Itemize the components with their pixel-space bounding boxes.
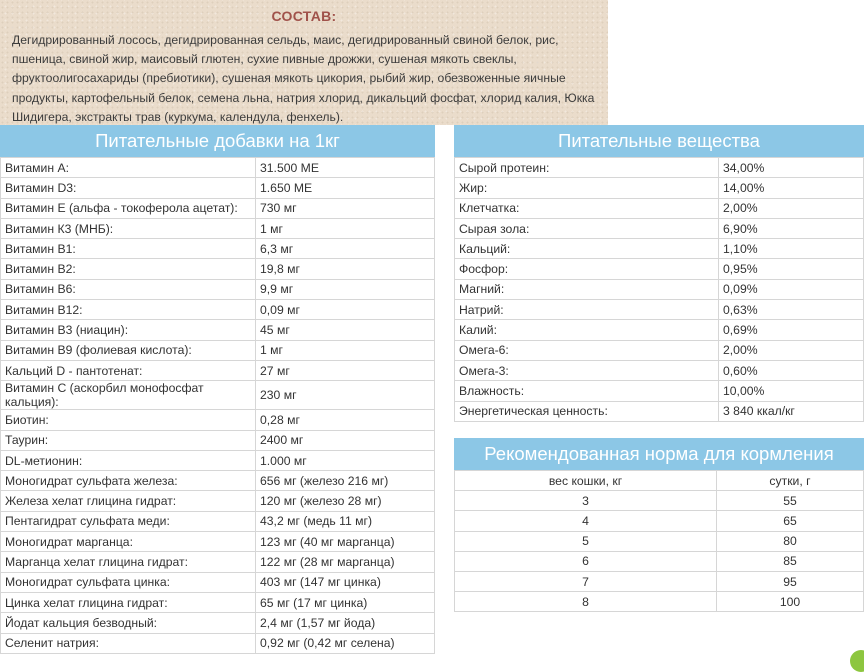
feeding-row (455, 592, 864, 612)
supplement-row-value: 123 мг (40 мг марганца) (256, 532, 435, 552)
nutrient-row (455, 300, 864, 320)
supplement-row-value: 2,4 мг (1,57 мг йода) (256, 613, 435, 633)
nutrient-row-value: 6,90% (719, 218, 864, 238)
nutrient-row-value: 0,60% (719, 360, 864, 380)
nutrient-row (455, 218, 864, 238)
supplement-row-label: Кальций D - пантотенат: (1, 360, 256, 380)
supplement-row-value: 1 мг (256, 218, 435, 238)
nutrient-row (455, 320, 864, 340)
nutrient-row-value: 10,00% (719, 381, 864, 401)
nutrient-row-label: Омега-3: (455, 360, 719, 380)
supplement-row-value: 6,3 мг (256, 239, 435, 259)
supplement-row-value: 1.650 МЕ (256, 178, 435, 198)
supplement-row-value: 0,28 мг (256, 410, 435, 430)
nutrient-row-label: Калий: (455, 320, 719, 340)
feeding-row-value: 55 (717, 491, 864, 511)
supplement-row-value: 19,8 мг (256, 259, 435, 279)
nutrient-row (455, 340, 864, 360)
supplement-row (1, 572, 435, 592)
supplement-row-value: 656 мг (железо 216 мг) (256, 471, 435, 491)
supplement-row-label: Моногидрат сульфата цинка: (1, 572, 256, 592)
supplement-row (1, 198, 435, 218)
supplement-row-value: 9,9 мг (256, 279, 435, 299)
supplement-row (1, 511, 435, 531)
supplement-row (1, 340, 435, 360)
supplement-row (1, 450, 435, 470)
decorative-leaf-icon (850, 650, 864, 672)
supplement-row-label: Марганца хелат глицина гидрат: (1, 552, 256, 572)
feeding-row-label: 3 (455, 491, 717, 511)
supplement-row-value: 730 мг (256, 198, 435, 218)
feeding-row-label: 4 (455, 511, 717, 531)
supplement-row-value: 0,09 мг (256, 300, 435, 320)
supplement-row-label: Биотин: (1, 410, 256, 430)
nutrient-row (455, 178, 864, 198)
supplement-row (1, 259, 435, 279)
supplement-row-label: Селенит натрия: (1, 633, 256, 653)
nutrient-row-value: 34,00% (719, 158, 864, 178)
feeding-row-value: 100 (717, 592, 864, 612)
feeding-row-label: 5 (455, 531, 717, 551)
supplement-row-label: Йодат кальция безводный: (1, 613, 256, 633)
nutrient-row-value: 3 840 ккал/кг (719, 401, 864, 421)
nutrient-row-value: 0,09% (719, 279, 864, 299)
nutrient-row-value: 0,69% (719, 320, 864, 340)
supplement-row (1, 471, 435, 491)
supplement-row-label: Моногидрат сульфата железа: (1, 471, 256, 491)
nutrient-row-value: 2,00% (719, 340, 864, 360)
supplement-row-label: Витамин D3: (1, 178, 256, 198)
supplement-row (1, 360, 435, 380)
supplement-row-value: 1.000 мг (256, 450, 435, 470)
supplement-row-label: Витамин Е (альфа - токоферола ацетат): (1, 198, 256, 218)
supplement-row-value: 230 мг (256, 381, 435, 410)
supplement-row-value: 2400 мг (256, 430, 435, 450)
nutrient-row-label: Энергетическая ценность: (455, 401, 719, 421)
supplement-row (1, 532, 435, 552)
feeding-row (455, 511, 864, 531)
feeding-title: Рекомендованная норма для кормления (454, 438, 864, 470)
col-daily-header: сутки, г (717, 471, 864, 491)
supplement-row (1, 158, 435, 178)
feeding-row-label: 8 (455, 592, 717, 612)
nutrient-row-label: Натрий: (455, 300, 719, 320)
supplement-row-value: 45 мг (256, 320, 435, 340)
supplement-row-label: Витамин К3 (МНБ): (1, 218, 256, 238)
supplements-panel (0, 125, 435, 654)
feeding-row (455, 571, 864, 591)
supplement-row-label: Моногидрат марганца: (1, 532, 256, 552)
nutrient-row-value: 0,63% (719, 300, 864, 320)
supplement-row-value: 0,92 мг (0,42 мг селена) (256, 633, 435, 653)
supplement-row (1, 592, 435, 612)
nutrient-row (455, 279, 864, 299)
nutrients-panel (454, 125, 864, 422)
supplement-row-value: 43,2 мг (медь 11 мг) (256, 511, 435, 531)
supplement-row-label: Витамин В3 (ниацин): (1, 320, 256, 340)
supplement-row (1, 279, 435, 299)
supplement-row-value: 122 мг (28 мг марганца) (256, 552, 435, 572)
feeding-row-value: 85 (717, 551, 864, 571)
supplement-row (1, 491, 435, 511)
nutrient-row-label: Жир: (455, 178, 719, 198)
nutrient-row (455, 401, 864, 421)
nutrient-row (455, 239, 864, 259)
supplements-table (0, 157, 435, 654)
supplement-row (1, 178, 435, 198)
supplement-row (1, 218, 435, 238)
feeding-row (455, 551, 864, 571)
supplement-row (1, 552, 435, 572)
feeding-row-value: 80 (717, 531, 864, 551)
nutrient-row-label: Омега-6: (455, 340, 719, 360)
nutrients-title: Питательные вещества (454, 125, 864, 157)
nutrient-row (455, 360, 864, 380)
feeding-row-label: 7 (455, 571, 717, 591)
nutrient-row-label: Клетчатка: (455, 198, 719, 218)
supplement-row-label: Витамин В2: (1, 259, 256, 279)
supplement-row-label: Таурин: (1, 430, 256, 450)
supplement-row (1, 320, 435, 340)
nutrient-row-value: 0,95% (719, 259, 864, 279)
nutrient-row-value: 1,10% (719, 239, 864, 259)
feeding-row (455, 491, 864, 511)
supplement-row-value: 65 мг (17 мг цинка) (256, 592, 435, 612)
supplement-row (1, 239, 435, 259)
supplement-row-value: 27 мг (256, 360, 435, 380)
supplement-row-label: Витамин В12: (1, 300, 256, 320)
nutrient-row (455, 381, 864, 401)
nutrient-row (455, 158, 864, 178)
supplement-row (1, 410, 435, 430)
supplements-title: Питательные добавки на 1кг (0, 125, 435, 157)
supplement-row-label: Витамин А: (1, 158, 256, 178)
col-weight-header: вес кошки, кг (455, 471, 717, 491)
supplement-row-value: 31.500 МЕ (256, 158, 435, 178)
feeding-row-value: 95 (717, 571, 864, 591)
nutrient-row (455, 259, 864, 279)
nutrient-row-value: 14,00% (719, 178, 864, 198)
composition-title: СОСТАВ: (271, 8, 337, 24)
feeding-panel (454, 438, 864, 612)
supplement-row-label: Железа хелат глицина гидрат: (1, 491, 256, 511)
feeding-header-row (455, 471, 864, 491)
nutrients-table (454, 157, 864, 422)
supplement-row-value: 1 мг (256, 340, 435, 360)
nutrient-row-label: Магний: (455, 279, 719, 299)
composition-block (0, 0, 608, 125)
nutrient-row-label: Сырая зола: (455, 218, 719, 238)
supplement-row (1, 613, 435, 633)
supplement-row-label: Пентагидрат сульфата меди: (1, 511, 256, 531)
supplement-row-label: Витамин В9 (фолиевая кислота): (1, 340, 256, 360)
supplement-row-value: 120 мг (железо 28 мг) (256, 491, 435, 511)
nutrient-row-label: Сырой протеин: (455, 158, 719, 178)
supplement-row-label: DL-метионин: (1, 450, 256, 470)
nutrient-row-value: 2,00% (719, 198, 864, 218)
supplement-row-label: Цинка хелат глицина гидрат: (1, 592, 256, 612)
supplement-row (1, 300, 435, 320)
supplement-row (1, 430, 435, 450)
nutrient-row-label: Кальций: (455, 239, 719, 259)
composition-text: Дегидрированный лосось, дегидрированная сельдь, маис, дегидрированный свиной белок, рис, пшеница, свиной жир, маисовый глютен, сухие пивные дрожжи, сушеная мякоть свеклы, фруктоолигосахариды (пребиотики), сушеная мякоть цикория, рыбий жир, обезвоженные яичные продукты, картофельный белок, семена льна, натрия хлорид, дикальций фосфат, хлорид калия, Юкка Шидигера, экстракты трав (куркума, календула, фенхель). (12, 33, 595, 124)
supplement-row-label: Витамин В6: (1, 279, 256, 299)
nutrient-row-label: Фосфор: (455, 259, 719, 279)
nutrient-row (455, 198, 864, 218)
feeding-row-value: 65 (717, 511, 864, 531)
supplement-row-label: Витамин В1: (1, 239, 256, 259)
feeding-row-label: 6 (455, 551, 717, 571)
nutrient-row-label: Влажность: (455, 381, 719, 401)
supplement-row-value: 403 мг (147 мг цинка) (256, 572, 435, 592)
supplement-row (1, 381, 435, 410)
supplement-row-label: Витамин С (аскорбил монофосфат кальция): (1, 381, 256, 410)
supplement-row (1, 633, 435, 653)
feeding-row (455, 531, 864, 551)
feeding-table (454, 470, 864, 612)
